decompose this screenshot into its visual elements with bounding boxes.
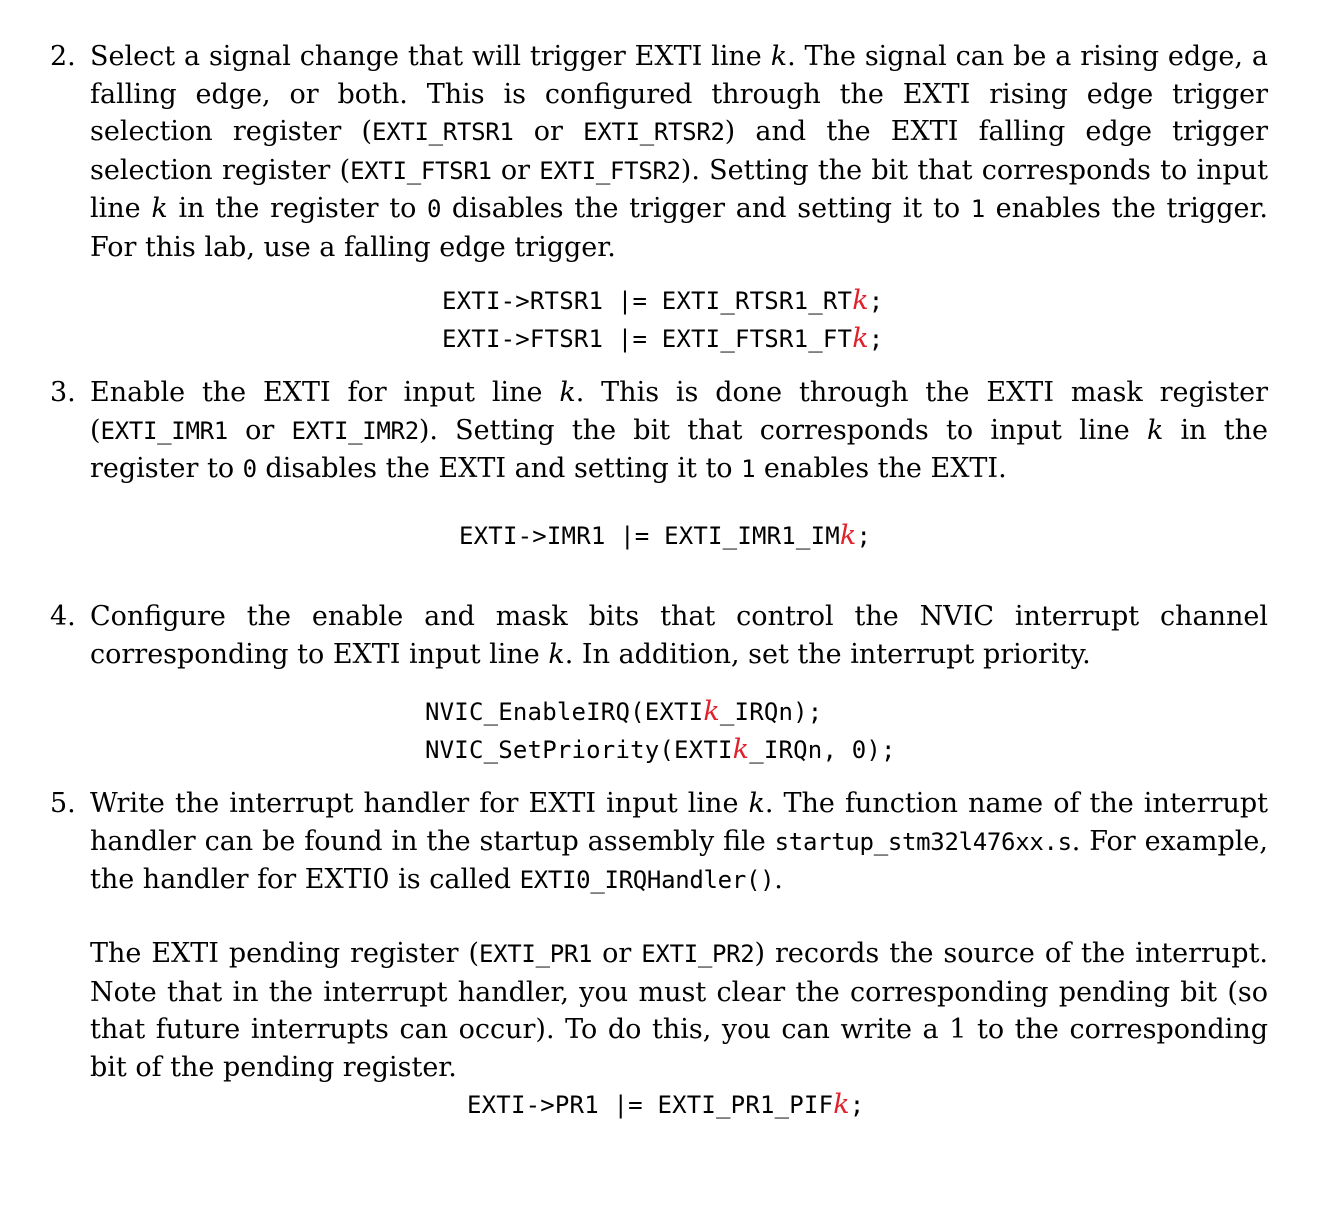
item-paragraph	[90, 38, 1268, 267]
code-line	[425, 693, 896, 731]
text-run: Configure the enable and mask bits that control the NVIC interrupt channel corresponding to EXTI input line	[90, 601, 1268, 670]
code-text: EXTI->IMR1 |= EXTI_IMR1_IM	[459, 522, 840, 550]
code-text: EXTI->FTSR1 |= EXTI_FTSR1_FT	[442, 325, 853, 353]
code-block-pending	[467, 1086, 864, 1124]
code-line	[459, 517, 871, 555]
inline-code: EXTI_PR2	[641, 940, 755, 968]
math-variable: k	[1146, 414, 1164, 446]
math-variable: k	[770, 41, 788, 72]
inline-code: 1	[741, 455, 756, 484]
inline-code: EXTI_FTSR2	[539, 156, 681, 185]
inline-code: 0	[427, 195, 442, 224]
text-run: . The signal can be a rising edge, a falling edge, or both. This is configured through the EXTI rising edge trigger selection register (	[90, 41, 1268, 148]
text-run: Enable the EXTI for input line	[90, 377, 560, 408]
math-variable: k	[559, 377, 576, 408]
text-run: ). Setting the bit that corresponds to input line	[90, 154, 1269, 225]
text-run: or	[592, 938, 642, 969]
code-text: NVIC_EnableIRQ(EXTI	[425, 698, 704, 726]
text-run: ) records the source of the interrupt. Note that in the interrupt handler, you must clear the corresponding pending bit (so that future interrupts can occur). To do this, you can write a 1 to the corresponding bit of the pending register.	[90, 938, 1269, 1083]
text-run: or	[491, 154, 540, 186]
code-text: ;	[868, 287, 884, 315]
text-run: or	[227, 414, 292, 446]
code-text: ;	[868, 325, 884, 353]
code-text: ;	[849, 1091, 865, 1119]
inline-code: startup_stm32l476xx.s	[774, 827, 1072, 856]
text-run: The EXTI pending register (	[90, 938, 479, 969]
text-run: . For example, the handler for EXTI0 is called	[90, 825, 1268, 896]
code-block-mask	[459, 517, 871, 555]
code-line	[442, 320, 883, 358]
text-run: enables the trigger. For this lab, use a falling edge trigger.	[90, 193, 1268, 263]
code-text: ;	[856, 522, 872, 550]
text-run: or	[513, 116, 584, 148]
text-run: in the register to	[167, 193, 428, 225]
code-line	[425, 731, 896, 769]
text-run: ) and the EXTI falling edge trigger selection register (	[90, 116, 1269, 186]
inline-code: EXTI0_IRQHandler()	[519, 866, 775, 895]
text-run: disables the EXTI and setting it to	[256, 453, 742, 485]
code-block-trigger	[442, 282, 883, 358]
inline-code: EXTI_IMR1	[100, 416, 228, 445]
math-variable: k	[151, 193, 168, 225]
code-variable-k: k	[839, 520, 857, 551]
inline-code: EXTI_RTSR2	[583, 118, 725, 147]
text-run: disables the trigger and setting it to	[441, 193, 971, 225]
code-text: EXTI->RTSR1 |= EXTI_RTSR1_RT	[442, 287, 853, 315]
code-text: NVIC_SetPriority(EXTI	[425, 736, 733, 764]
text-run: . In addition, set the interrupt priority.	[564, 638, 1091, 670]
math-variable: k	[748, 788, 765, 819]
code-variable-k: k	[852, 285, 869, 316]
code-text: _IRQn, 0);	[749, 736, 896, 764]
code-variable-k: k	[852, 323, 869, 354]
inline-code: EXTI_PR1	[478, 940, 593, 968]
text-run: in the register to	[90, 414, 1269, 485]
text-run: Write the interrupt handler for EXTI input line	[90, 788, 749, 819]
item-paragraph	[90, 374, 1268, 489]
inline-code: EXTI_FTSR1	[350, 156, 492, 185]
text-run: Select a signal change that will trigger EXTI line	[90, 41, 771, 72]
code-block-nvic	[425, 693, 896, 769]
code-line	[467, 1086, 864, 1124]
item-paragraph-pending	[90, 935, 1268, 1086]
text-run: ). Setting the bit that corresponds to input line	[418, 414, 1147, 446]
text-run: . This is done through the EXTI mask register (	[90, 377, 1268, 446]
code-text: EXTI->PR1 |= EXTI_PR1_PIF	[467, 1091, 834, 1119]
inline-code: 1	[970, 195, 985, 224]
inline-code: EXTI_RTSR1	[372, 118, 514, 147]
code-text: _IRQn);	[719, 698, 823, 726]
item-number: 2.	[50, 41, 76, 72]
code-variable-k: k	[833, 1089, 850, 1120]
code-variable-k: k	[703, 696, 720, 727]
text-run: . The function name of the interrupt handler can be found in the startup assembly file	[90, 788, 1268, 857]
item-number: 3.	[50, 377, 76, 408]
text-run: enables the EXTI.	[755, 453, 1007, 485]
inline-code: 0	[242, 455, 257, 484]
code-variable-k: k	[732, 734, 750, 765]
inline-code: EXTI_IMR2	[291, 416, 419, 445]
math-variable: k	[548, 638, 565, 670]
item-number: 4.	[50, 601, 76, 632]
text-run: .	[774, 864, 783, 896]
item-paragraph	[90, 785, 1268, 900]
item-number: 5.	[50, 788, 76, 819]
code-line	[442, 282, 883, 320]
item-paragraph	[90, 598, 1268, 673]
